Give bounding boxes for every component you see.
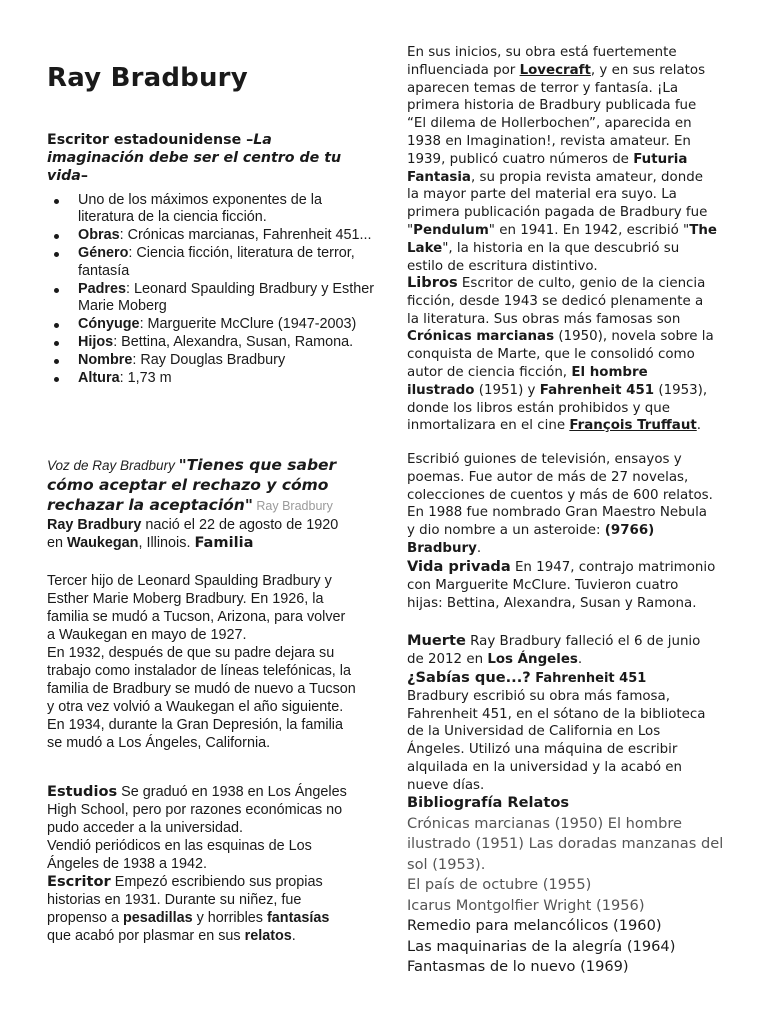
writer-text: Empezó escribiendo sus propias historias en 1931. Durante su niñez, fue propenso a [47,874,323,926]
bibliography-item: Crónicas marcianas (1950) El hombre ilustrado (1951) Las doradas manzanas del sol (1953). [407,814,724,873]
section-heading-family: Familia [194,534,254,551]
fact-item [78,227,378,244]
bibliography-item: El país de octubre (1955) [407,876,592,893]
fact-item [78,352,378,369]
fact-label: Padres [78,280,126,297]
scripts-paragraph [407,451,717,558]
fact-label: Cónyuge [78,315,140,332]
death-place: Los Ángeles [487,651,578,667]
asteroid-name: (9766) Bradbury [407,523,655,556]
private-life-paragraph [407,558,717,612]
death-paragraph [407,632,717,669]
books-text: (1950), novela sobre la conquista de Marte, que le consolidó como autor de ciencia ficción, [407,329,714,380]
books-text: (1953), donde los libros están prohibidos y que inmortalizara en el cine [407,382,708,434]
fact-text: : Ray Douglas Bradbury [132,351,286,368]
section-heading-bibliography: Bibliografía Relatos [407,794,570,811]
fact-text: Uno de los máximos exponentes de la literatura de la ciencia ficción. [78,192,322,226]
fact-item [78,192,378,227]
facts-list [47,192,378,387]
voice-label: Voz de Ray Bradbury [47,458,179,473]
fact-text: : Marguerite McClure (1947-2003) [139,315,357,332]
origins-bold: Pendulum [413,222,489,238]
trivia-paragraph [407,669,717,795]
origins-text: En sus inicios, su obra está fuertemente influenciada por [407,45,677,78]
birth-text: nació el 22 de agosto de 1920 en [47,517,339,551]
death-text: . [577,651,583,667]
fact-item [78,334,378,351]
writer-text: que acabó por plasmar en sus [47,928,245,944]
quote-credit: Ray Bradbury [252,499,333,513]
subtitle-quote: La imaginación debe ser el centro de tu vida [47,132,342,184]
fact-text: : Leonard Spaulding Bradbury y Esther Marie Moberg [78,280,374,314]
subtitle [47,131,347,185]
section-heading-books: Libros [407,274,458,291]
writer-bold: relatos [244,928,292,944]
studies-text: Se graduó en 1938 en Los Ángeles High School, pero por razones económicas no pudo acceder a la universidad. [47,784,347,836]
section-heading-studies: Estudios [47,783,118,800]
page-title: Ray Bradbury [47,63,248,93]
origins-bold: Futuria Fantasia [407,151,688,185]
private-life-text: En 1947, contrajo matrimonio con Marguerite McClure. Tuvieron cuatro hijas: Bettina, Alexandra, Susan y Ramona. [407,560,716,611]
origins-text: , su propia revista amateur, donde la mayor parte del material era suyo. La primera publicación pagada de Bradbury fue " [407,169,708,238]
fact-label: Obras [78,227,120,244]
section-heading-writer: Escritor [47,873,111,890]
death-text: Ray Bradbury falleció el 6 de junio de 2012 en [407,634,701,667]
fact-item [78,316,378,333]
books-bold: El hombre ilustrado [407,364,648,398]
family-text-2: En 1932, después de que su padre dejara su trabajo como instalador de líneas telefónicas, la familia de Bradbury se mudó de nuevo a Tucson y otra vez volvió a Waukegan el año siguiente. En 1934, durante la Gran Depresión, la familia se mudó a Los Ángeles, California. [47,645,356,751]
scripts-text: . [476,540,482,556]
origins-paragraph [407,44,717,275]
fact-label: Nombre [78,351,133,368]
birth-paragraph [47,516,357,552]
writer-bold: pesadillas [123,910,193,926]
subtitle-dash-end: – [80,168,88,184]
writer-text: y horribles [192,910,267,926]
fact-text: : Bettina, Alexandra, Susan, Ramona. [113,333,354,350]
books-bold: Crónicas marcianas [407,329,555,345]
fact-item [78,370,378,387]
birth-city: Waukegan [67,535,139,551]
fact-item [78,281,378,316]
voice-quote [47,456,357,516]
origins-bold: The Lake [407,222,717,256]
birth-text-2: , Illinois. [138,535,195,551]
books-text: . [696,418,702,434]
section-heading-trivia: ¿Sabías que...? [407,669,531,686]
truffaut-link[interactable]: François Truffaut [569,418,697,434]
bibliography-item: Las maquinarias de la alegría (1964) [407,937,676,955]
books-text: Escritor de culto, genio de la ciencia ficción, desde 1943 se dedicó plenamente a la literatura. Sus obras más famosas son [407,276,706,327]
books-text: (1951) y [474,382,540,398]
fact-text: : 1,73 m [119,369,172,386]
studies-text-2: Vendió periódicos en las esquinas de Los Ángeles de 1938 a 1942. [47,838,312,872]
studies-paragraph [47,783,357,945]
section-heading-death: Muerte [407,632,466,649]
famous-quote: "Tienes que saber cómo aceptar el rechazo y cómo rechazar la aceptación" [47,456,337,514]
origins-text: , y en sus relatos aparecen temas de terror y fantasía. ¡La primera historia de Bradbury publicada fue “El dilema de Hollerbochen”, aparecida en 1938 en Imagination!, revista amateur. En 1939, publicó cuatro números de [407,62,706,167]
origins-text: ", la historia en la que descubrió su estilo de escritura distintivo. [407,240,680,274]
fact-text: : Crónicas marcianas, Fahrenheit 451... [119,227,372,244]
lovecraft-link[interactable]: Lovecraft [519,62,591,78]
birth-name: Ray Bradbury [47,517,142,533]
section-heading-private-life: Vida privada [407,558,511,575]
books-paragraph [407,274,717,435]
fact-label: Hijos [78,333,114,350]
trivia-subheading: Fahrenheit 451 [530,671,647,686]
bibliography-item: Icarus Montgolfier Wright (1956) [407,896,645,914]
writer-bold: fantasías [267,910,330,926]
bibliography-item: Fantasmas de lo nuevo (1969) [407,958,629,975]
subtitle-role: Escritor estadounidense [47,132,242,148]
writer-text: . [291,928,296,944]
fact-label: Altura [78,369,120,386]
family-text-1: Tercer hijo de Leonard Spaulding Bradbury y Esther Marie Moberg Bradbury. En 1926, la familia se mudó a Tucson, Arizona, para volver a Waukegan en mayo de 1927. [47,573,346,643]
origins-text: " en 1941. En 1942, escribió " [488,222,690,238]
subtitle-dash: – [241,132,254,148]
family-paragraph [47,572,357,752]
bibliography-item: Remedio para melancólicos (1960) [407,917,662,934]
scripts-text: Escribió guiones de televisión, ensayos y poemas. Fue autor de más de 27 novelas, colecciones de cuentos y más de 600 relatos. En 1988 fue nombrado Gran Maestro Nebula y dio nombre a un asteroide: [407,452,713,539]
fact-item [78,245,378,280]
trivia-text: Bradbury escribió su obra más famosa, Fahrenheit 451, en el sótano de la biblioteca de la Universidad de California en Los Ángeles. Utilizó una máquina de escribir alquilada en la universidad y la acabó en nueve días. [407,688,706,793]
bibliography [407,793,727,978]
fact-label: Género [78,245,129,262]
books-bold: Fahrenheit 451 [539,382,655,398]
fact-text: : Ciencia ficción, literatura de terror, fantasía [78,245,355,279]
